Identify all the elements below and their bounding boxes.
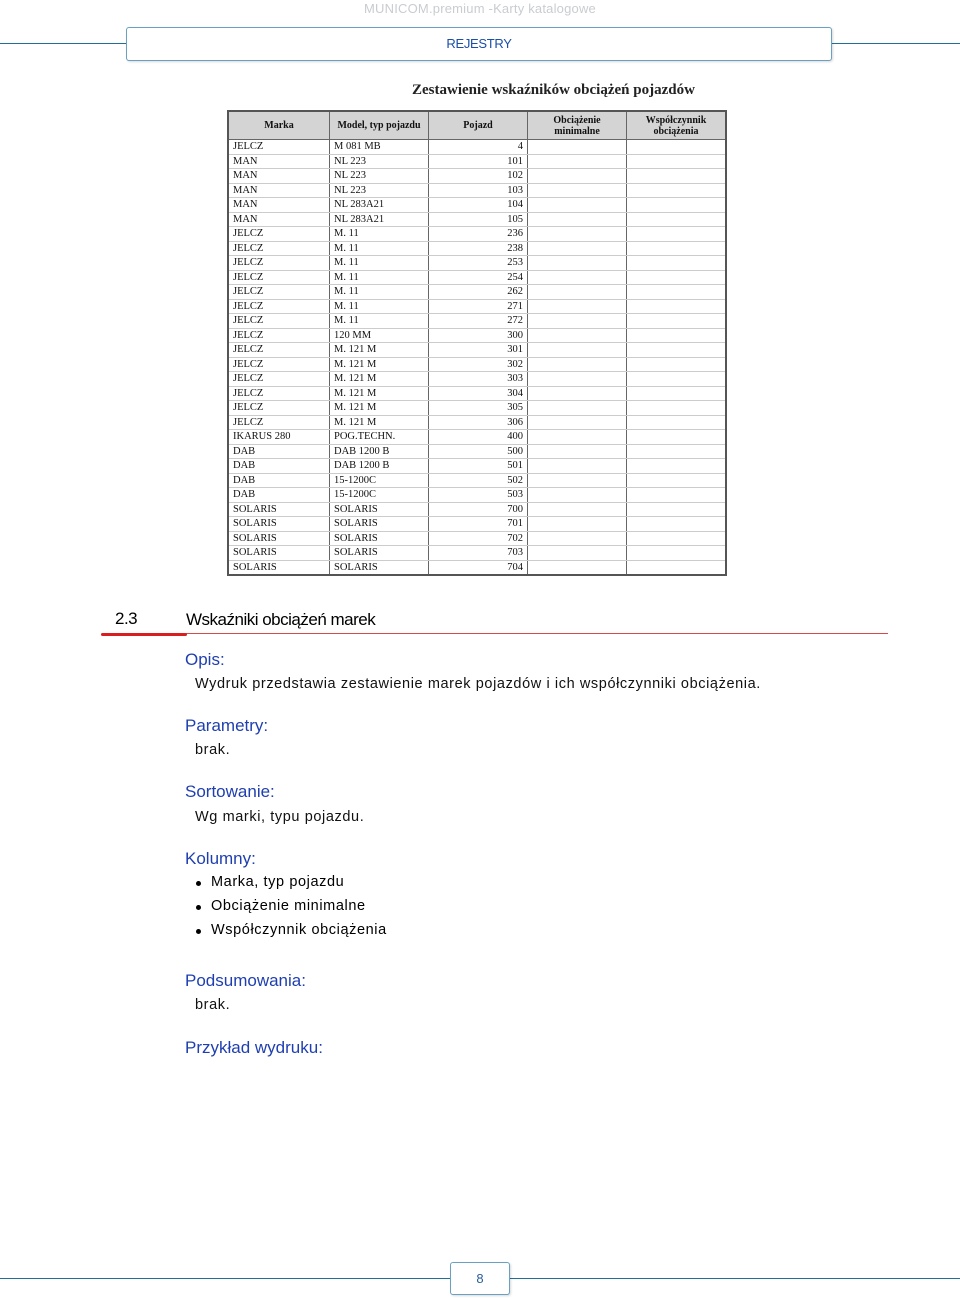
section-label-box (126, 27, 832, 61)
cell-model: M. 11 (330, 285, 429, 300)
table-row (228, 227, 726, 242)
cell-marka: JELCZ (228, 140, 330, 155)
table-row (228, 502, 726, 517)
cell-wspolczynnik (627, 169, 727, 184)
list-item-text: Współczynnik obciążenia (211, 922, 387, 938)
cell-obciazenie (528, 314, 627, 329)
header-rule-left (0, 43, 126, 44)
cell-marka: JELCZ (228, 285, 330, 300)
cell-pojazd: 300 (429, 328, 528, 343)
cell-pojazd: 703 (429, 546, 528, 561)
cell-marka: MAN (228, 183, 330, 198)
cell-obciazenie (528, 430, 627, 445)
cell-pojazd: 702 (429, 531, 528, 546)
cell-model: SOLARIS (330, 531, 429, 546)
column-header-wspolczynnik: Współczynnik obciążenia (627, 111, 727, 140)
cell-model: M. 11 (330, 256, 429, 271)
cell-wspolczynnik (627, 357, 727, 372)
cell-obciazenie (528, 299, 627, 314)
table-row (228, 212, 726, 227)
cell-wspolczynnik (627, 343, 727, 358)
cell-pojazd: 301 (429, 343, 528, 358)
cell-model: SOLARIS (330, 546, 429, 561)
cell-wspolczynnik (627, 488, 727, 503)
cell-wspolczynnik (627, 473, 727, 488)
cell-model: SOLARIS (330, 560, 429, 575)
cell-wspolczynnik (627, 183, 727, 198)
cell-marka: SOLARIS (228, 531, 330, 546)
cell-wspolczynnik (627, 285, 727, 300)
cell-model: NL 223 (330, 183, 429, 198)
table-row (228, 444, 726, 459)
table-row (228, 285, 726, 300)
cell-obciazenie (528, 560, 627, 575)
cell-obciazenie (528, 386, 627, 401)
cell-marka: IKARUS 280 (228, 430, 330, 445)
sortowanie-heading: Sortowanie: (185, 782, 275, 801)
podsumowania-heading: Podsumowania: (185, 971, 306, 990)
sortowanie-text: Wg marki, typu pojazdu. (195, 809, 365, 825)
bullet-icon (196, 929, 201, 934)
cell-obciazenie (528, 343, 627, 358)
cell-marka: JELCZ (228, 227, 330, 242)
cell-marka: JELCZ (228, 256, 330, 271)
cell-obciazenie (528, 473, 627, 488)
cell-model: M. 121 M (330, 415, 429, 430)
cell-marka: JELCZ (228, 314, 330, 329)
cell-marka: SOLARIS (228, 502, 330, 517)
cell-model: NL 283A21 (330, 198, 429, 213)
table-row (228, 473, 726, 488)
cell-model: M. 11 (330, 270, 429, 285)
cell-pojazd: 502 (429, 473, 528, 488)
cell-wspolczynnik (627, 299, 727, 314)
table-row (228, 546, 726, 561)
cell-marka: DAB (228, 488, 330, 503)
cell-obciazenie (528, 241, 627, 256)
cell-pojazd: 253 (429, 256, 528, 271)
section-number-accent (101, 633, 187, 636)
cell-marka: DAB (228, 444, 330, 459)
cell-wspolczynnik (627, 459, 727, 474)
cell-obciazenie (528, 183, 627, 198)
cell-wspolczynnik (627, 241, 727, 256)
cell-wspolczynnik (627, 386, 727, 401)
cell-obciazenie (528, 415, 627, 430)
cell-pojazd: 503 (429, 488, 528, 503)
cell-pojazd: 4 (429, 140, 528, 155)
opis-text: Wydruk przedstawia zestawienie marek pojazdów i ich współczynniki obciążenia. (195, 676, 761, 692)
cell-model: M. 11 (330, 241, 429, 256)
table-row (228, 372, 726, 387)
cell-model: M. 121 M (330, 386, 429, 401)
header-rule-right (832, 43, 960, 44)
cell-obciazenie (528, 270, 627, 285)
cell-model: M. 11 (330, 299, 429, 314)
cell-wspolczynnik (627, 270, 727, 285)
cell-wspolczynnik (627, 212, 727, 227)
cell-marka: MAN (228, 212, 330, 227)
cell-obciazenie (528, 256, 627, 271)
report-table-body (228, 140, 726, 576)
table-row (228, 314, 726, 329)
cell-obciazenie (528, 502, 627, 517)
cell-wspolczynnik (627, 256, 727, 271)
cell-wspolczynnik (627, 531, 727, 546)
cell-obciazenie (528, 517, 627, 532)
cell-marka: JELCZ (228, 328, 330, 343)
cell-model: SOLARIS (330, 502, 429, 517)
cell-pojazd: 700 (429, 502, 528, 517)
cell-pojazd: 271 (429, 299, 528, 314)
table-row (228, 430, 726, 445)
table-row (228, 299, 726, 314)
table-row (228, 488, 726, 503)
table-row (228, 357, 726, 372)
cell-wspolczynnik (627, 314, 727, 329)
footer-rule-left (0, 1278, 450, 1279)
cell-pojazd: 236 (429, 227, 528, 242)
report-table (227, 110, 727, 576)
cell-wspolczynnik (627, 227, 727, 242)
footer-rule-right (509, 1278, 960, 1279)
cell-wspolczynnik (627, 372, 727, 387)
cell-obciazenie (528, 154, 627, 169)
report-header-row (228, 111, 726, 140)
cell-pojazd: 105 (429, 212, 528, 227)
cell-model: 15-1200C (330, 473, 429, 488)
section-number: 2.3 (115, 609, 138, 628)
cell-obciazenie (528, 444, 627, 459)
cell-wspolczynnik (627, 546, 727, 561)
cell-marka: MAN (228, 198, 330, 213)
column-header-marka: Marka (228, 111, 330, 140)
cell-pojazd: 102 (429, 169, 528, 184)
cell-marka: JELCZ (228, 372, 330, 387)
table-row (228, 154, 726, 169)
cell-model: NL 223 (330, 154, 429, 169)
cell-pojazd: 101 (429, 154, 528, 169)
table-row (228, 241, 726, 256)
bullet-icon (196, 881, 201, 886)
cell-pojazd: 103 (429, 183, 528, 198)
page-number-box (450, 1262, 510, 1295)
opis-heading: Opis: (185, 650, 225, 669)
table-row (228, 328, 726, 343)
cell-wspolczynnik (627, 430, 727, 445)
column-header-obciazenie: Obciążenie minimalne (528, 111, 627, 140)
cell-model: SOLARIS (330, 517, 429, 532)
cell-model: DAB 1200 B (330, 444, 429, 459)
cell-obciazenie (528, 546, 627, 561)
cell-marka: SOLARIS (228, 546, 330, 561)
cell-pojazd: 104 (429, 198, 528, 213)
column-header-model: Model, typ pojazdu (330, 111, 429, 140)
cell-pojazd: 272 (429, 314, 528, 329)
cell-pojazd: 704 (429, 560, 528, 575)
section-label: REJESTRY (446, 36, 512, 51)
cell-pojazd: 262 (429, 285, 528, 300)
list-item (195, 898, 387, 922)
table-row (228, 517, 726, 532)
cell-obciazenie (528, 459, 627, 474)
table-row (228, 183, 726, 198)
column-header-pojazd: Pojazd (429, 111, 528, 140)
parametry-text: brak. (195, 742, 231, 758)
cell-model: M. 121 M (330, 357, 429, 372)
cell-wspolczynnik (627, 401, 727, 416)
table-row (228, 256, 726, 271)
cell-obciazenie (528, 198, 627, 213)
report-preview-image (222, 74, 750, 584)
cell-marka: JELCZ (228, 270, 330, 285)
cell-marka: SOLARIS (228, 560, 330, 575)
table-row (228, 140, 726, 155)
cell-wspolczynnik (627, 415, 727, 430)
table-row (228, 343, 726, 358)
cell-obciazenie (528, 169, 627, 184)
cell-model: M. 121 M (330, 401, 429, 416)
table-row (228, 401, 726, 416)
cell-obciazenie (528, 357, 627, 372)
cell-marka: JELCZ (228, 299, 330, 314)
list-item (195, 922, 387, 946)
cell-pojazd: 306 (429, 415, 528, 430)
table-row (228, 459, 726, 474)
table-row (228, 169, 726, 184)
cell-pojazd: 303 (429, 372, 528, 387)
list-item (195, 874, 387, 898)
cell-model: M. 11 (330, 227, 429, 242)
report-title: Zestawienie wskaźników obciążeń pojazdów (412, 82, 695, 98)
cell-marka: JELCZ (228, 241, 330, 256)
cell-marka: JELCZ (228, 343, 330, 358)
parametry-heading: Parametry: (185, 716, 269, 735)
cell-wspolczynnik (627, 140, 727, 155)
cell-model: M. 121 M (330, 372, 429, 387)
cell-marka: JELCZ (228, 401, 330, 416)
przyklad-heading: Przykład wydruku: (185, 1038, 323, 1057)
cell-model: NL 283A21 (330, 212, 429, 227)
cell-obciazenie (528, 212, 627, 227)
table-row (228, 386, 726, 401)
cell-marka: JELCZ (228, 386, 330, 401)
list-item-text: Obciążenie minimalne (211, 898, 366, 914)
podsumowania-text: brak. (195, 997, 231, 1013)
cell-obciazenie (528, 401, 627, 416)
cell-pojazd: 238 (429, 241, 528, 256)
cell-pojazd: 254 (429, 270, 528, 285)
cell-model: 120 MM (330, 328, 429, 343)
cell-wspolczynnik (627, 154, 727, 169)
cell-obciazenie (528, 488, 627, 503)
bullet-icon (196, 905, 201, 910)
cell-wspolczynnik (627, 328, 727, 343)
cell-model: M. 121 M (330, 343, 429, 358)
cell-marka: JELCZ (228, 415, 330, 430)
cell-obciazenie (528, 328, 627, 343)
cell-marka: DAB (228, 459, 330, 474)
cell-pojazd: 400 (429, 430, 528, 445)
cell-obciazenie (528, 372, 627, 387)
cell-obciazenie (528, 140, 627, 155)
cell-pojazd: 305 (429, 401, 528, 416)
cell-marka: MAN (228, 169, 330, 184)
table-row (228, 415, 726, 430)
cell-obciazenie (528, 285, 627, 300)
cell-marka: SOLARIS (228, 517, 330, 532)
page-number: 8 (476, 1271, 484, 1286)
list-item-text: Marka, typ pojazdu (211, 874, 345, 890)
kolumny-list (195, 874, 387, 946)
cell-pojazd: 501 (429, 459, 528, 474)
table-row (228, 198, 726, 213)
kolumny-heading: Kolumny: (185, 849, 256, 868)
cell-pojazd: 302 (429, 357, 528, 372)
cell-wspolczynnik (627, 198, 727, 213)
cell-model: M 081 MB (330, 140, 429, 155)
section-title-rule (186, 633, 888, 634)
cell-pojazd: 304 (429, 386, 528, 401)
cell-obciazenie (528, 531, 627, 546)
cell-pojazd: 500 (429, 444, 528, 459)
cell-wspolczynnik (627, 502, 727, 517)
section-title: Wskaźniki obciążeń marek (186, 610, 376, 629)
cell-wspolczynnik (627, 560, 727, 575)
cell-wspolczynnik (627, 444, 727, 459)
cell-model: NL 223 (330, 169, 429, 184)
cell-obciazenie (528, 227, 627, 242)
table-row (228, 531, 726, 546)
cell-model: 15-1200C (330, 488, 429, 503)
cell-model: POG.TECHN. (330, 430, 429, 445)
cell-model: M. 11 (330, 314, 429, 329)
cell-wspolczynnik (627, 517, 727, 532)
cell-marka: JELCZ (228, 357, 330, 372)
table-row (228, 560, 726, 575)
cell-model: DAB 1200 B (330, 459, 429, 474)
cell-marka: MAN (228, 154, 330, 169)
document-header-title: MUNICOM.premium -Karty katalogowe (364, 1, 596, 16)
table-row (228, 270, 726, 285)
cell-marka: DAB (228, 473, 330, 488)
cell-pojazd: 701 (429, 517, 528, 532)
